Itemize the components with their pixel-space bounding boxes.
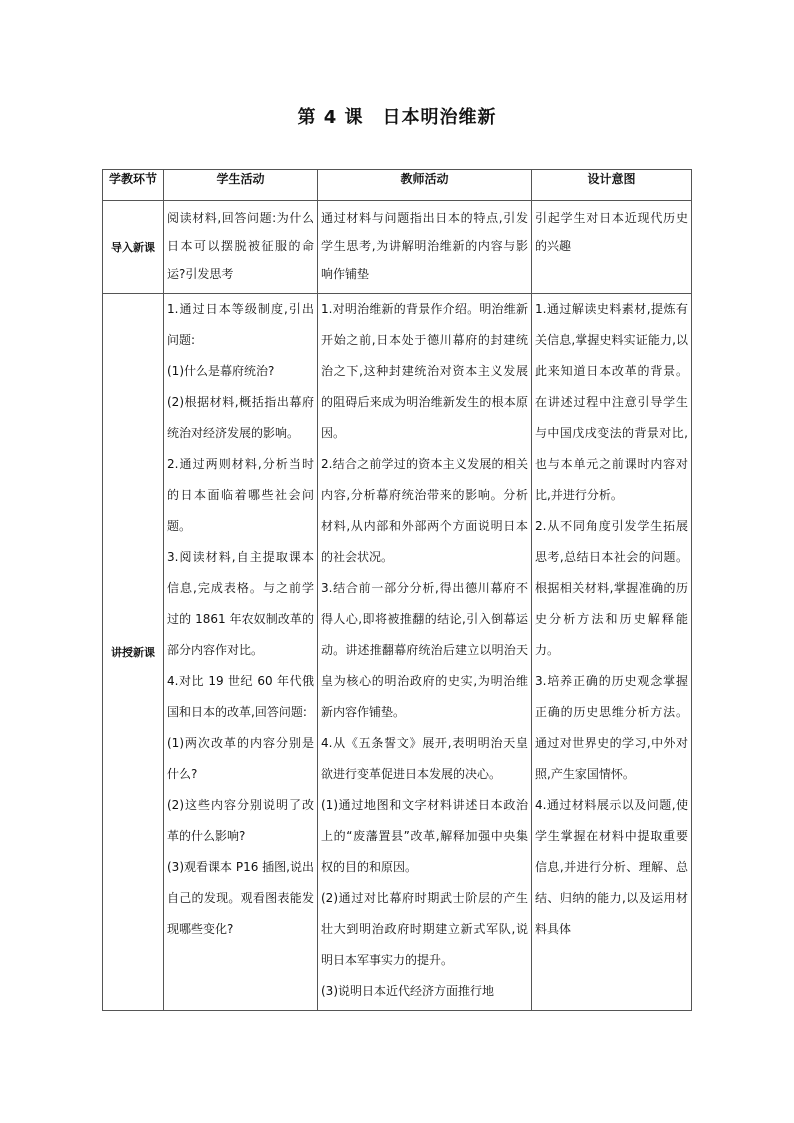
teacher-activity-item: (2)通过对比幕府时期武士阶层的产生壮大到明治政府时期建立新式军队,说明日本军事实力的提升。 (321, 891, 528, 967)
header-teacher-activity: 教师活动 (318, 170, 532, 201)
header-stage: 学教环节 (103, 170, 164, 201)
design-intent-item: 2.从不同角度引发学生拓展思考,总结日本社会的问题。根据相关材料,掌握准确的历史分析方法和历史解释能力。 (535, 519, 688, 657)
design-intent-cell (532, 201, 692, 294)
header-student-activity: 学生活动 (164, 170, 318, 201)
student-activity-item: (1)什么是幕府统治? (167, 364, 275, 378)
design-intent-item: 1.通过解读史料素材,提炼有关信息,掌握史料实证能力,以此来知道日本改革的背景。在讲述过程中注意引导学生与中国戊戌变法的背景对比,也与本单元之前课时内容对比,并进行分析。 (535, 302, 688, 502)
student-activity-text: 阅读材料,回答问题:为什么日本可以摆脱被征服的命运?引发思考 (167, 211, 314, 281)
teacher-activity-cell (318, 201, 532, 294)
student-activity-item: (2)这些内容分别说明了改革的什么影响? (167, 798, 314, 843)
student-activity-item: 4.对比 19 世纪 60 年代俄国和日本的改革,回答问题: (167, 674, 314, 719)
table-header-row (103, 170, 692, 201)
design-intent-item: 4.通过材料展示以及问题,使学生掌握在材料中提取重要信息,并进行分析、理解、总结、归纳的能力,以及运用材料具体 (535, 798, 688, 936)
student-activity-item: 2.通过两则材料,分析当时的日本面临着哪些社会问题。 (167, 457, 314, 533)
teacher-activity-cell (318, 294, 532, 1011)
header-design-intent: 设计意图 (532, 170, 692, 201)
student-activity-item: 1.通过日本等级制度,引出问题: (167, 302, 314, 347)
lesson-plan-table (102, 169, 692, 1011)
student-activity-item: (3)观看课本 P16 插图,说出自己的发现。观看图表能发现哪些变化? (167, 860, 314, 936)
design-intent-text: 引起学生对日本近现代历史的兴趣 (535, 211, 688, 253)
student-activity-item: (2)根据材料,概括指出幕府统治对经济发展的影响。 (167, 395, 314, 440)
stage-cell: 导入新课 (103, 201, 164, 294)
design-intent-cell (532, 294, 692, 1011)
teacher-activity-item: 1.对明治维新的背景作介绍。明治维新开始之前,日本处于德川幕府的封建统治之下,这种封建统治对资本主义发展的阻碍后来成为明治维新发生的根本原因。 (321, 302, 528, 440)
student-activity-item: 3.阅读材料,自主提取课本信息,完成表格。与之前学过的 1861 年农奴制改革的部分内容作对比。 (167, 550, 314, 657)
stage-cell: 讲授新课 (103, 294, 164, 1011)
teacher-activity-item: 4.从《五条誓文》展开,表明明治天皇欲进行变革促进日本发展的决心。 (321, 736, 528, 781)
student-activity-item: (1)两次改革的内容分别是什么? (167, 736, 314, 781)
design-intent-item: 3.培养正确的历史观念掌握正确的历史思维分析方法。通过对世界史的学习,中外对照,产生家国情怀。 (535, 674, 688, 781)
teacher-activity-text: 通过材料与问题指出日本的特点,引发学生思考,为讲解明治维新的内容与影响作铺垫 (321, 211, 528, 281)
student-activity-cell (164, 201, 318, 294)
table-row-intro (103, 201, 692, 294)
student-activity-cell (164, 294, 318, 1011)
table-row-teaching (103, 294, 692, 1011)
page-title: 第 4 课 日本明治维新 (297, 107, 497, 128)
teacher-activity-item: 3.结合前一部分分析,得出德川幕府不得人心,即将被推翻的结论,引入倒幕运动。讲述推翻幕府统治后建立以明治天皇为核心的明治政府的史实,为明治维新内容作铺垫。 (321, 581, 528, 719)
teacher-activity-item: (3)说明日本近代经济方面推行地 (321, 984, 494, 998)
teacher-activity-item: (1)通过地图和文字材料讲述日本政治上的“废藩置县”改革,解释加强中央集权的目的和原因。 (321, 798, 528, 874)
teacher-activity-item: 2.结合之前学过的资本主义发展的相关内容,分析幕府统治带来的影响。分析材料,从内部和外部两个方面说明日本的社会状况。 (321, 457, 528, 564)
